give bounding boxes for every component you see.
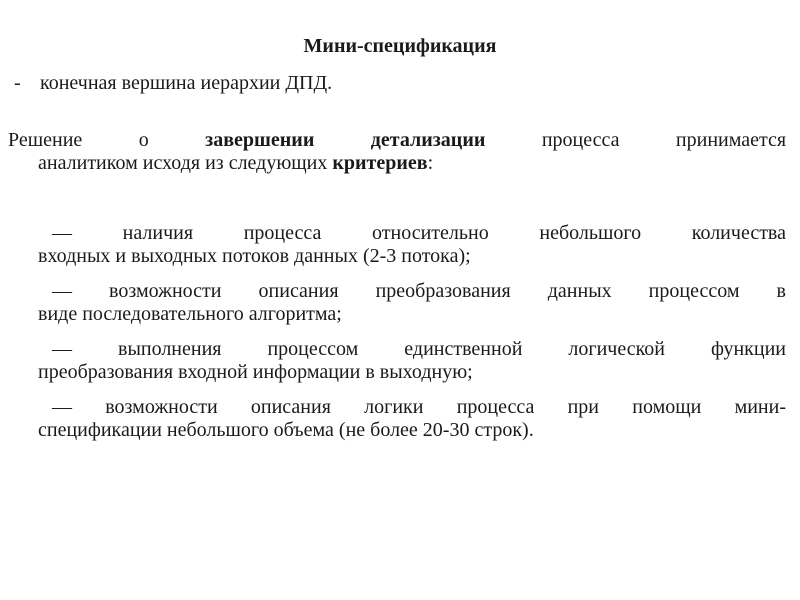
definition-text: конечная вершина иерархии ДПД. <box>40 72 333 94</box>
decision-word: принимается <box>675 129 787 151</box>
decision-word-bold: завершении <box>205 129 315 151</box>
decision-word-bold: детализации <box>370 129 486 151</box>
criteria-item <box>38 338 786 384</box>
slide-title: Мини-спецификация <box>303 35 497 57</box>
criteria-item <box>38 280 786 326</box>
definition-dash: - <box>14 72 21 94</box>
decision-colon: : <box>427 152 434 174</box>
decision-line-2 <box>8 152 786 175</box>
criteria-list <box>38 222 786 454</box>
decision-word: процесса <box>541 129 620 151</box>
criteria-item-line-1: — выполнения процессом единственной логической функции <box>52 338 786 360</box>
decision-line-1 <box>8 129 786 152</box>
definition-line <box>14 71 332 95</box>
criteria-item-line-1: — возможности описания логики процесса при помощи мини- <box>52 396 786 418</box>
criteria-item-line-2: виде последовательного алгоритма; <box>38 303 342 325</box>
criteria-item <box>38 396 786 442</box>
criteria-item <box>38 222 786 268</box>
decision-paragraph <box>8 129 786 175</box>
criteria-item-line-2: спецификации небольшого объема (не более 20-30 строк). <box>38 419 534 441</box>
decision-line-2-text: аналитиком исходя из следующих <box>38 152 333 174</box>
decision-word: Решение <box>8 129 83 151</box>
criteria-item-line-1: — наличия процесса относительно небольшого количества <box>52 222 786 244</box>
criteria-item-line-1: — возможности описания преобразования данных процессом в <box>52 280 786 302</box>
criteria-item-line-2: преобразования входной информации в выходную; <box>38 361 473 383</box>
decision-criteria-bold: критериев <box>332 152 428 174</box>
decision-word: о <box>138 129 149 151</box>
criteria-item-line-2: входных и выходных потоков данных (2-3 потока); <box>38 245 471 267</box>
